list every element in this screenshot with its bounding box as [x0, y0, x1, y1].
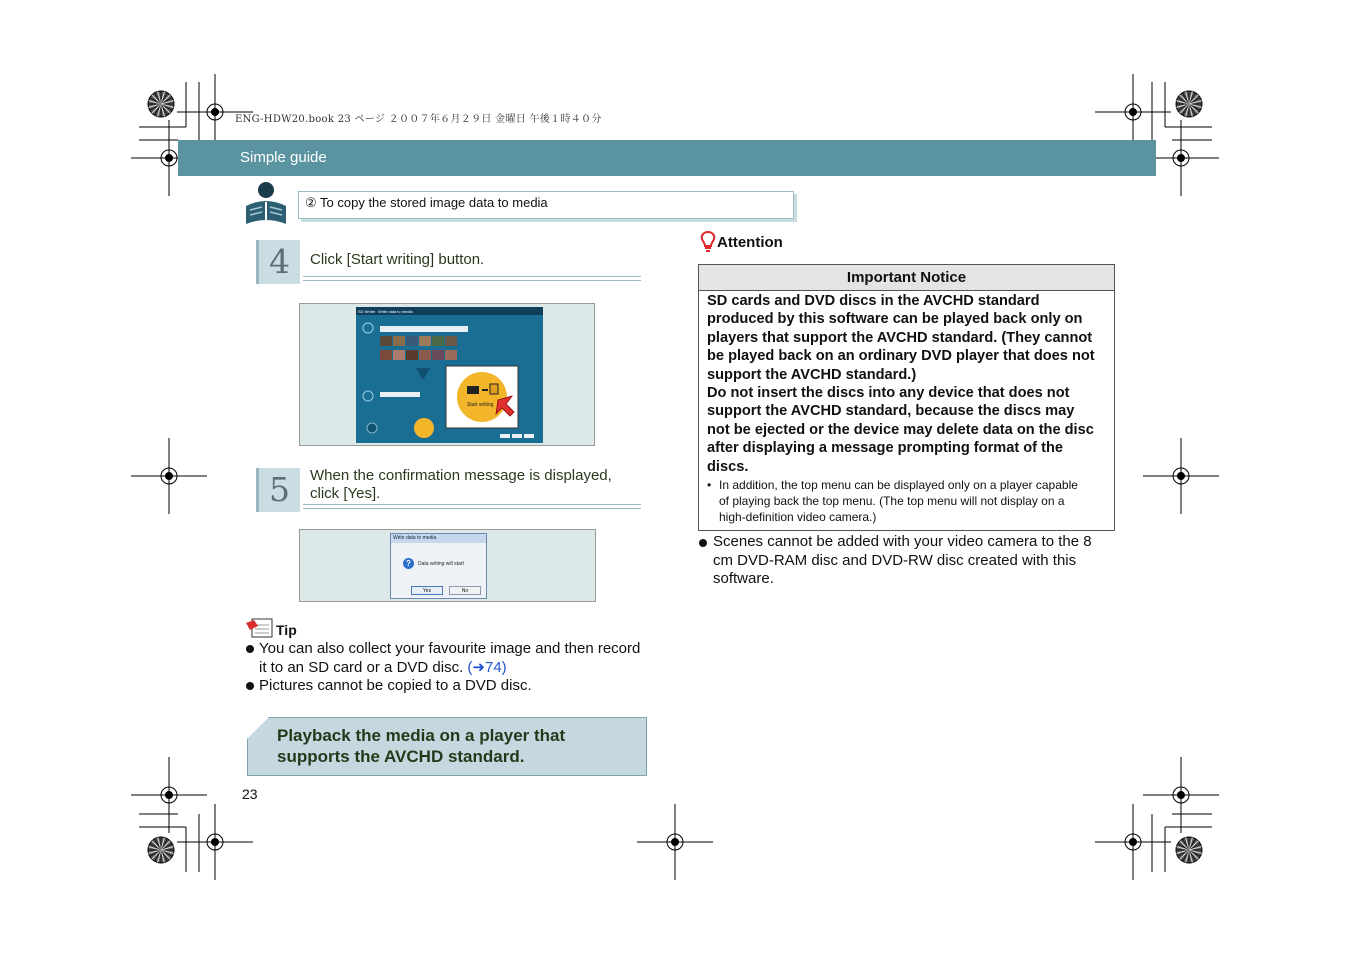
no-button[interactable]: No [449, 586, 481, 595]
notice-line: produced by this software can be played back only on [707, 311, 1083, 328]
tip-bullet-2 [246, 682, 254, 690]
small-note-line: high-definition video camera.) [719, 510, 877, 524]
dialog-message: Data writing will start [418, 561, 464, 567]
sd-writer-title: SD Writer [358, 309, 376, 314]
crosshair-mark [131, 757, 207, 833]
step-5-text-line1: When the confirmation message is displayed, [310, 467, 612, 484]
step-5-rule [303, 504, 641, 505]
confirm-dialog [390, 533, 487, 599]
notice-line: not be ejected or the device may delete data on the disc [707, 421, 1094, 438]
step-number-4: 4 [256, 240, 300, 284]
section-title: Simple guide [240, 149, 327, 166]
tip-bullet-1 [246, 645, 254, 653]
start-writing-label: Start writing [467, 402, 494, 408]
notice-line: discs. [707, 458, 749, 475]
step-number-5: 5 [256, 468, 300, 512]
tip-item-1-line1: You can also collect your favourite image and then record [259, 640, 641, 657]
bullet-line: software. [713, 570, 774, 587]
playback-box-corner [247, 717, 269, 739]
bullet-line: Scenes cannot be added with your video camera to the 8 [713, 533, 1092, 550]
crosshair-mark [131, 438, 207, 514]
step-4-rule-2 [303, 280, 641, 281]
page-74-link[interactable]: (➜74) [467, 659, 507, 676]
rosette-mark [148, 837, 174, 863]
sd-writer-screenshot [299, 303, 595, 446]
step-heading: ② To copy the stored image data to media [305, 195, 548, 210]
tip-item-1-line2-wrap [259, 658, 507, 677]
notice-small-note [707, 477, 1107, 525]
attention-icon [700, 230, 716, 252]
crosshair-mark [177, 804, 253, 880]
rosette-mark [1176, 837, 1202, 863]
crosshair-mark [637, 804, 713, 880]
book-info-line: ENG-HDW20.book 23 ページ ２００７年６月２９日 金曜日 午後１時４０分 [235, 114, 602, 125]
tip-label: Tip [276, 622, 297, 638]
reader-icon [242, 180, 290, 228]
small-note-line: of playing back the top menu. (The top menu will not display on a [719, 494, 1065, 508]
attention-bullet [699, 539, 707, 547]
step-4-rule [303, 276, 641, 277]
step-5-rule-2 [303, 508, 641, 509]
notice-line: support the AVCHD standard.) [707, 366, 917, 383]
notice-line: players that support the AVCHD standard. (They cannot [707, 329, 1093, 346]
notice-line: support the AVCHD standard, because the discs may [707, 403, 1075, 420]
playback-line1: Playback the media on a player that [277, 726, 566, 745]
attention-label: Attention [717, 234, 783, 251]
playback-line2: supports the AVCHD standard. [277, 747, 525, 766]
dialog-title: Write data to media [393, 535, 437, 541]
attention-bullet-text [713, 533, 1113, 589]
notice-line: Do not insert the discs into any device that does not [707, 385, 1070, 402]
confirm-dialog-screenshot [299, 529, 596, 602]
rosette-mark [148, 91, 174, 117]
crosshair-mark [1143, 438, 1219, 514]
tip-icon [244, 617, 274, 639]
sd-writer-subtitle: Write data to media [378, 309, 413, 314]
crosshair-mark [1095, 74, 1171, 150]
notice-line: after displaying a message prompting format of the [707, 440, 1063, 457]
crosshair-mark [1095, 804, 1171, 880]
crosshair-mark [1143, 757, 1219, 833]
step-5-text-line2: click [Yes]. [310, 485, 381, 502]
important-notice-title: Important Notice [698, 264, 1115, 291]
notice-line: be played back on an ordinary DVD player that does not [707, 348, 1095, 365]
step-4-text: Click [Start writing] button. [310, 251, 485, 268]
tip-item-2: Pictures cannot be copied to a DVD disc. [259, 677, 532, 694]
tip-item-1-line2: it to an SD card or a DVD disc. [259, 659, 464, 676]
question-icon: ? [403, 558, 414, 569]
yes-button[interactable]: Yes [411, 586, 443, 595]
rosette-mark [1176, 91, 1202, 117]
sd-writer-window [300, 304, 594, 445]
playback-heading [277, 725, 617, 767]
page-number: 23 [242, 786, 258, 802]
bullet-line: cm DVD-RAM disc and DVD-RW disc created with this [713, 551, 1077, 569]
important-notice-body [707, 292, 1109, 476]
notice-line: SD cards and DVD discs in the AVCHD standard [707, 293, 1040, 309]
small-bullet: • [707, 478, 712, 492]
small-note-line: In addition, the top menu can be displayed only on a player capable [719, 478, 1078, 492]
